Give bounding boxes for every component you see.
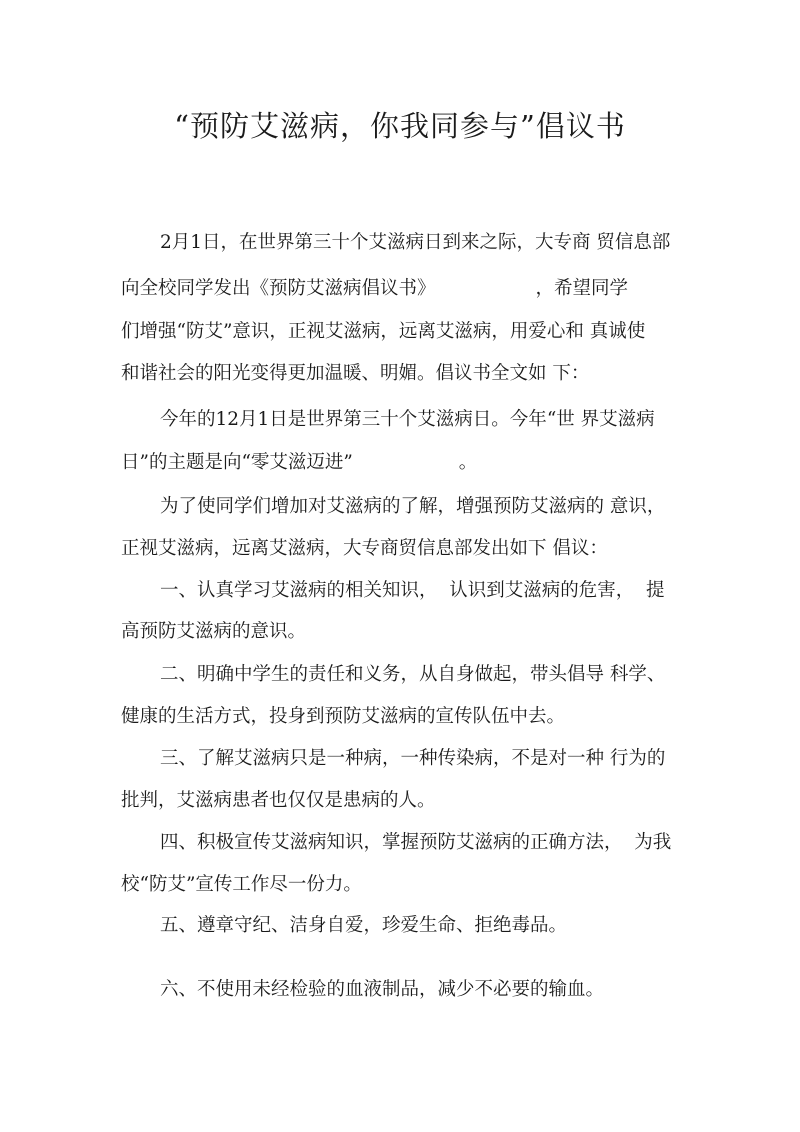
paragraph-line: 四、积极宣传艾滋病知识，掌握预防艾滋病的正确方法， 为我 [160, 832, 672, 853]
paragraph-line: 向全校同学发出《预防艾滋病倡议书》 ，希望同学 [121, 278, 628, 299]
paragraph-line: 为了使同学们增加对艾滋病的了解，增强预防艾滋病的 意识， [160, 496, 666, 517]
paragraph-line: 健康的生活方式，投身到预防艾滋病的宣传队伍中去。 [121, 706, 566, 727]
paragraph-line: 2月1日，在世界第三十个艾滋病日到来之际，大专商 贸信息部 [160, 232, 671, 253]
paragraph-line: 正视艾滋病，远离艾滋病，大专商贸信息部发出如下 倡议： [121, 538, 608, 559]
paragraph-line: 批判，艾滋病患者也仅仅是患病的人。 [121, 790, 436, 811]
paragraph-line: 校“防艾”宣传工作尽一份力。 [121, 874, 362, 895]
paragraph-line: 高预防艾滋病的意识。 [121, 621, 307, 642]
document-title: “预防艾滋病，你我同参与”倡议书 [174, 109, 626, 143]
paragraph-line: 一、认真学习艾滋病的相关知识， 认识到艾滋病的危害， 提 [160, 580, 665, 601]
paragraph-line: 们增强“防艾”意识，正视艾滋病，远离艾滋病，用爱心和 真诚使 [121, 321, 646, 342]
paragraph-line: 今年的12月1日是世界第三十个艾滋病日。今年“世 界艾滋病 [160, 409, 655, 430]
paragraph-line: 三、了解艾滋病只是一种病，一种传染病，不是对一种 行为的 [160, 748, 666, 769]
paragraph-line: 日”的主题是向“零艾滋迈进” 。 [121, 452, 478, 473]
paragraph-line: 二、明确中学生的责任和义务，从自身做起，带头倡导 科学、 [160, 664, 666, 685]
paragraph-line: 和谐社会的阳光变得更加温暖、明媚。倡议书全文如 下： [121, 363, 590, 384]
paragraph-line: 五、遵章守纪、洁身自爱，珍爱生命、拒绝毒品。 [160, 915, 568, 936]
paragraph-line: 六、不使用未经检验的血液制品，减少不必要的输血。 [160, 979, 605, 1000]
